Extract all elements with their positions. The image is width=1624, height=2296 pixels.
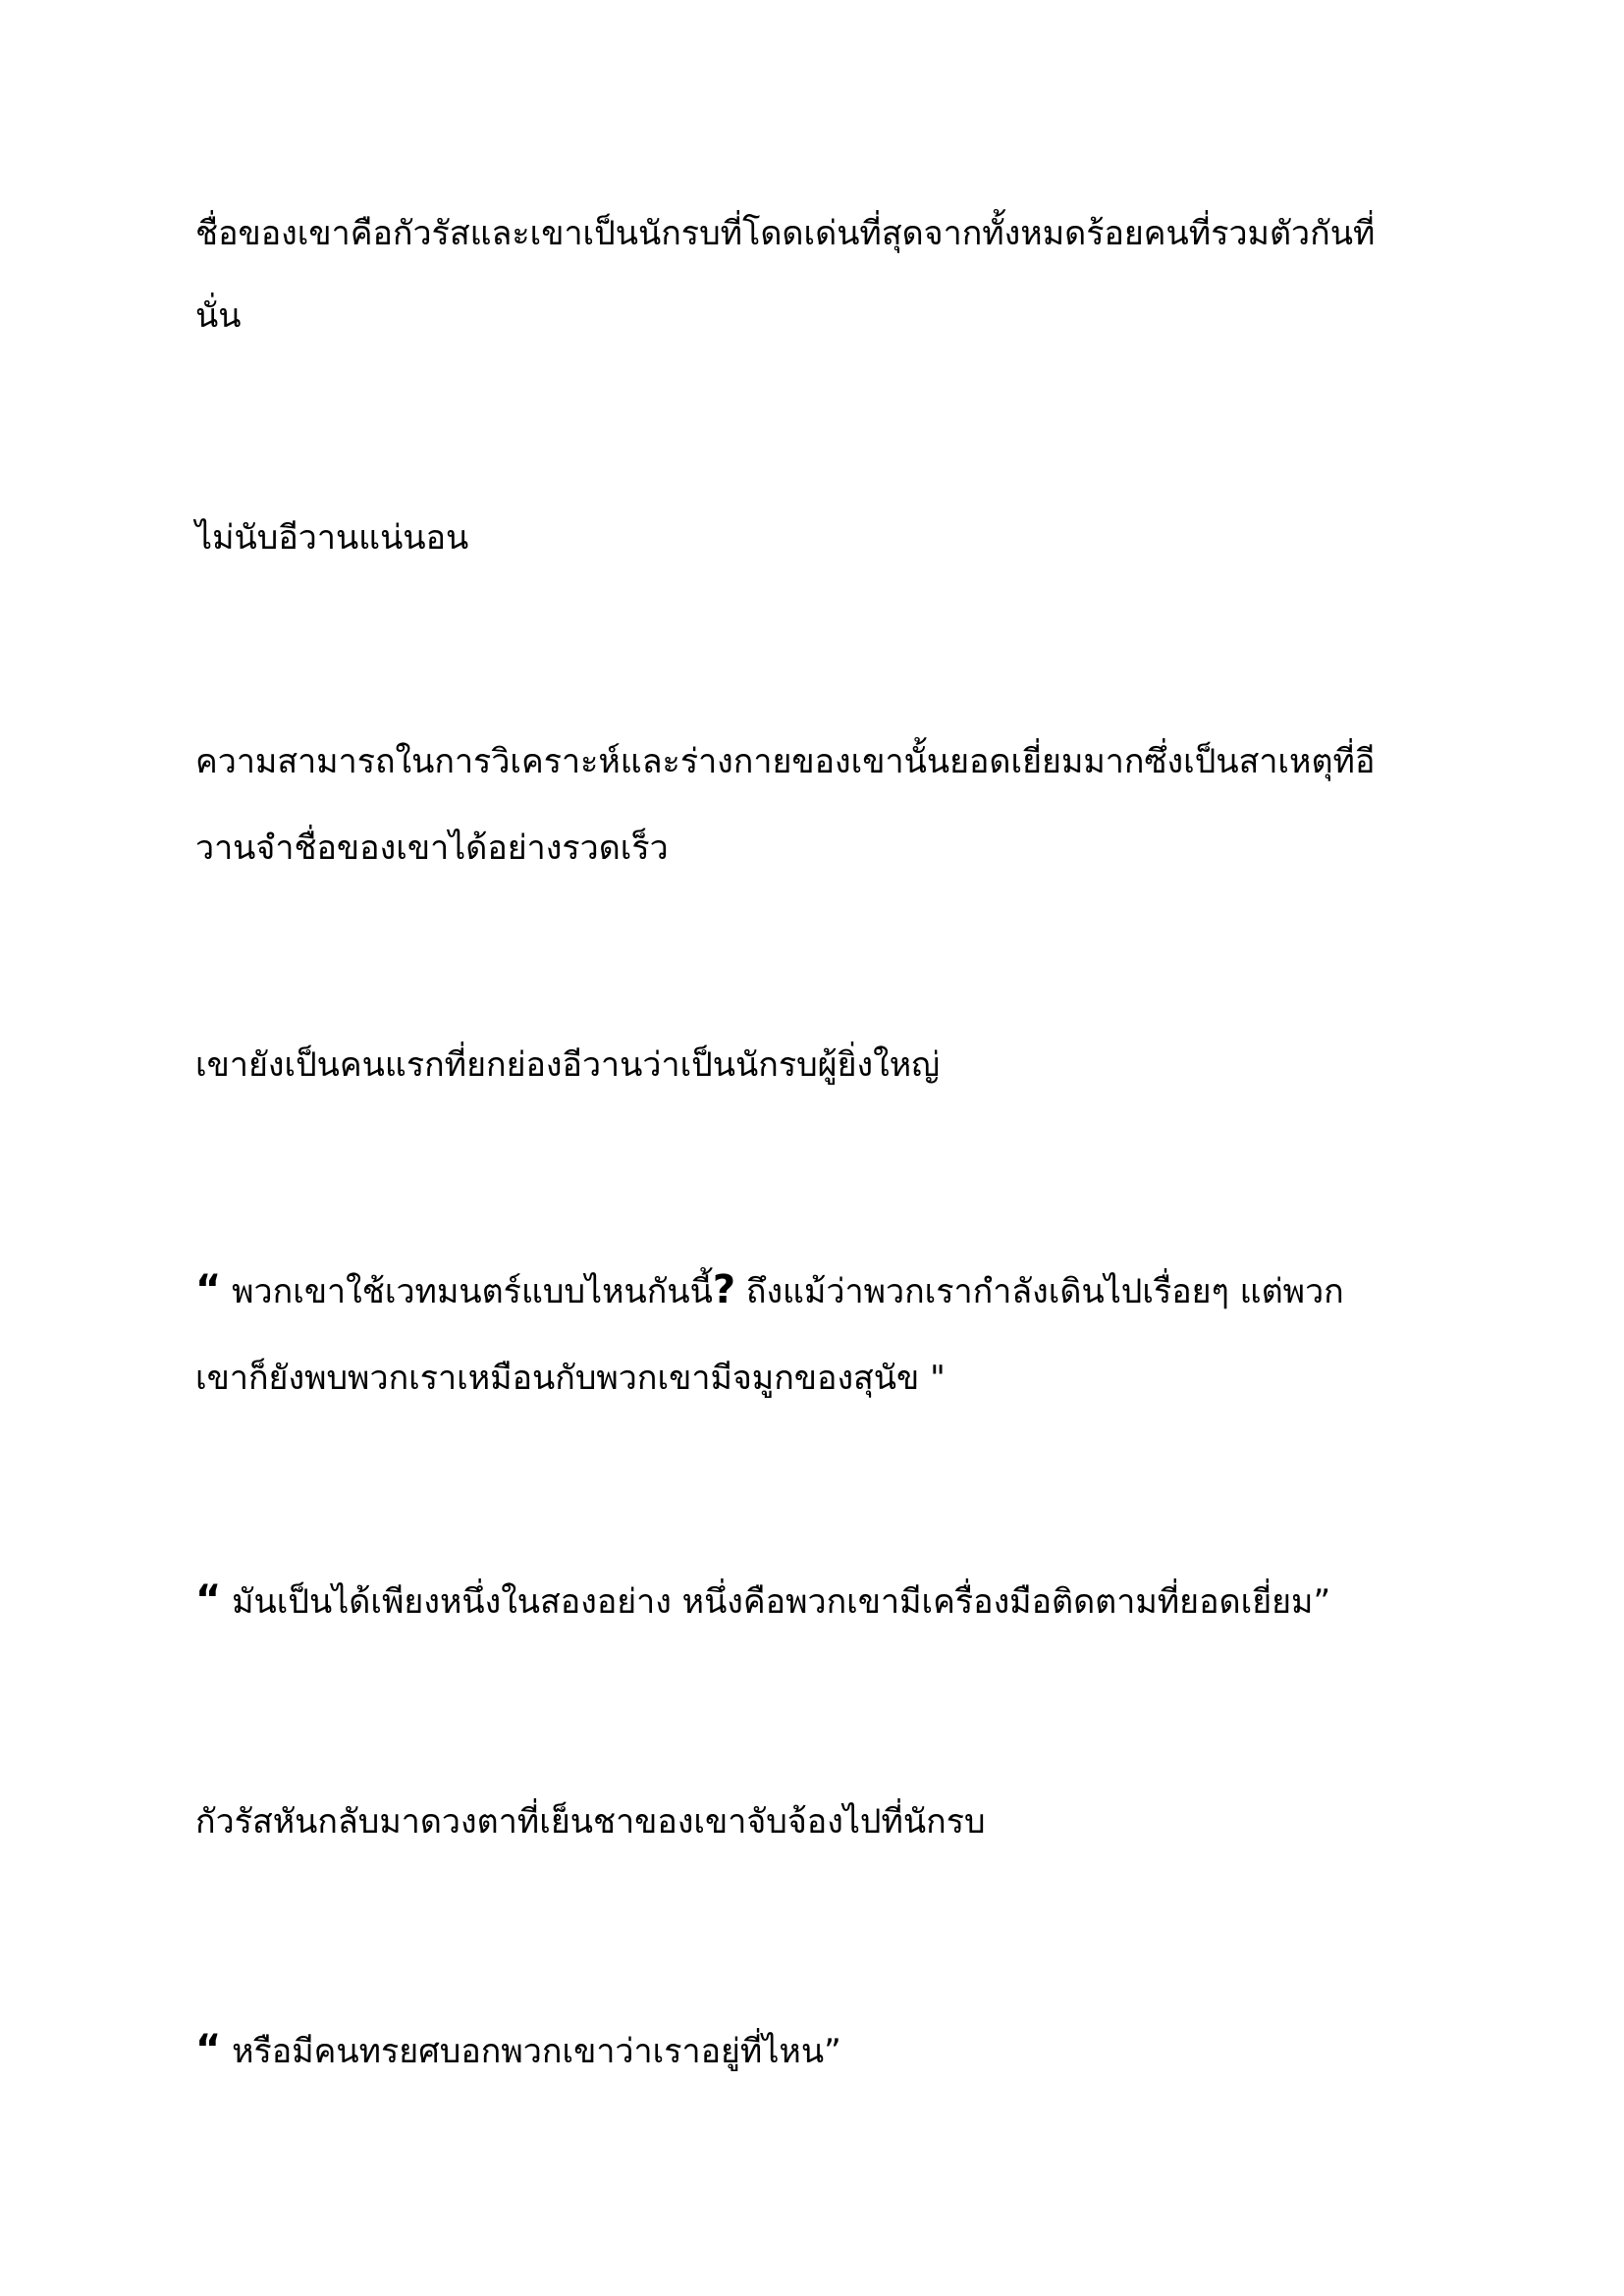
- paragraph-7-line-1: กัวรัสหันกลับมาดวงตาที่เย็นชาของเขาจับจ้องไปที่นักรบ: [195, 1802, 986, 1842]
- open-quote-mark: “: [195, 1577, 222, 1623]
- paragraph-5-line-2: เขาก็ยังพบพวกเราเหมือนกับพวกเขามีจมูกของสุนัข ": [195, 1359, 946, 1398]
- paragraph-8-line-1: [195, 2026, 1472, 2075]
- paragraph-6-line-1: [195, 1576, 1472, 1626]
- paragraph-3-line-2: วานจำชื่อของเขาได้อย่างรวดเร็ว: [195, 828, 669, 868]
- paragraph-3-line-1: ความสามารถในการวิเคราะห์และร่างกายของเขานั้นยอดเยี่ยมมากซึ่งเป็นสาเหตุที่อี: [195, 742, 1376, 781]
- open-quote-mark: “: [195, 2027, 222, 2072]
- paragraph-1-line-1: ชื่อของเขาคือกัวรัสและเขาเป็นนักรบที่โดดเด่นที่สุดจากทั้งหมดร้อยคนที่รวมตัวกันที่: [195, 214, 1376, 253]
- paragraph-1-line-2: นั่น: [195, 296, 242, 336]
- paragraph-6-text: มันเป็นได้เพียงหนึ่งในสองอย่าง หนึ่งคือพวกเขามีเครื่องมือติดตามที่ยอดเยี่ยม”: [221, 1582, 1331, 1622]
- paragraph-5-text-a: พวกเขาใช้เวทมนตร์แบบไหนกันนี้: [221, 1272, 713, 1311]
- paragraph-4-line-1: เขายังเป็นคนแรกที่ยกย่องอีวานว่าเป็นนักรบผู้ยิ่งใหญ่: [195, 1045, 941, 1085]
- paragraph-2-line-1: ไม่นับอีวานแน่นอน: [195, 518, 469, 558]
- open-quote-mark: “: [195, 1267, 222, 1312]
- question-mark: ?: [712, 1267, 736, 1312]
- paragraph-5-text-b: ถึงแม้ว่าพวกเรากำลังเดินไปเรื่อยๆ แต่พวก: [735, 1272, 1344, 1311]
- paragraph-5-line-1: [195, 1266, 1472, 1315]
- paragraph-8-text: หรือมีคนทรยศบอกพวกเขาว่าเราอยู่ที่ไหน”: [221, 2032, 841, 2071]
